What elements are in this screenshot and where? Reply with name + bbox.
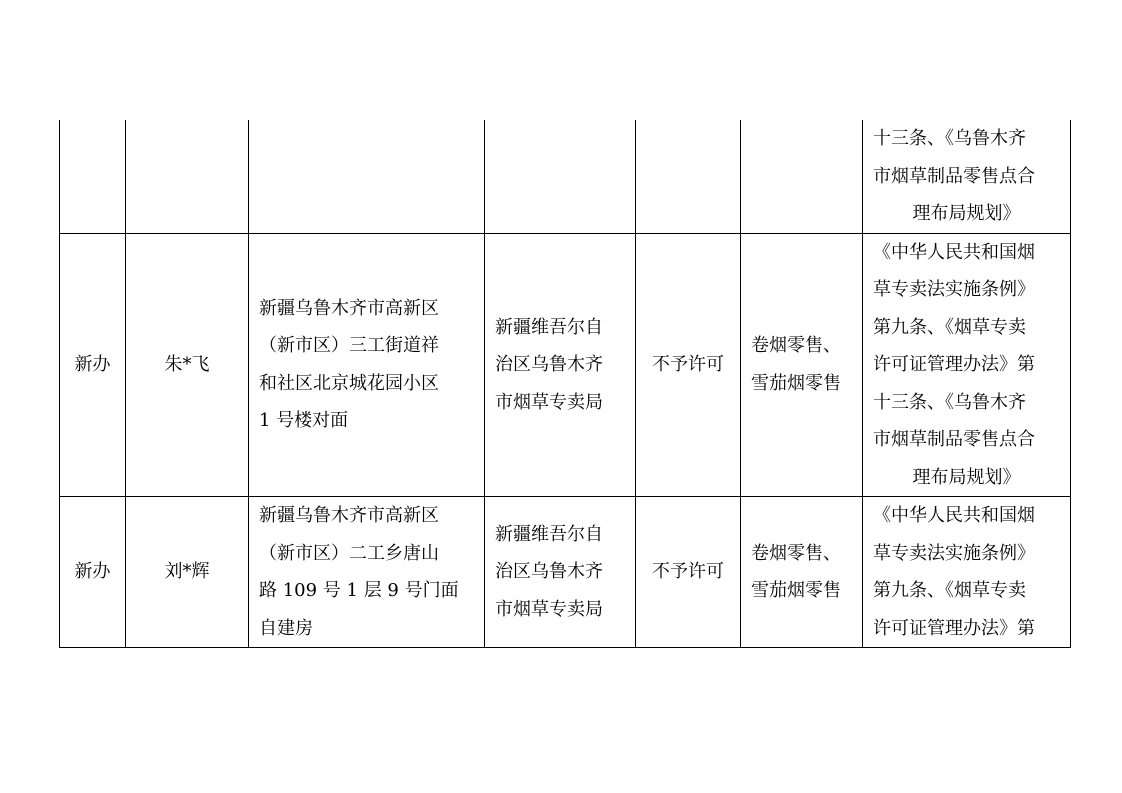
scope-line: 卷烟零售、 [751, 335, 841, 357]
scope-line: 雪茄烟零售 [751, 580, 841, 601]
authority-line: 新疆维吾尔自 [495, 316, 603, 338]
basis-line: 十三条、《乌鲁木齐 [873, 128, 1026, 149]
address-line: （新市区）二工乡唐山 [259, 542, 439, 564]
basis-line: 市烟草制品零售点合 [873, 165, 1035, 187]
cell-scope [741, 497, 863, 648]
address-line: 1 号楼对面 [259, 410, 349, 432]
basis-line: 草专卖法实施条例》 [873, 279, 1035, 300]
address-line: 路 109 号 1 层 9 号门面 [259, 580, 459, 601]
cell-type: 新办 [60, 233, 126, 497]
cell-type [60, 120, 126, 233]
basis-line: 第九条、《烟草专卖 [873, 316, 1026, 338]
table-row [60, 233, 1071, 497]
address-line: 新疆乌鲁木齐市高新区 [259, 505, 439, 526]
basis-line: 十三条、《乌鲁木齐 [873, 391, 1026, 413]
basis-line: 《中华人民共和国烟 [873, 505, 1035, 526]
cell-result: 不予许可 [636, 497, 741, 648]
cell-basis [863, 497, 1071, 648]
basis-line: 理布局规划》 [912, 466, 1021, 488]
cell-type: 新办 [60, 497, 126, 648]
address-line: 自建房 [259, 617, 313, 639]
cell-name [126, 120, 249, 233]
authority-line: 市烟草专卖局 [495, 391, 603, 413]
table-row [60, 497, 1071, 648]
cell-authority [485, 120, 636, 233]
cell-authority [485, 233, 636, 497]
address-line: 和社区北京城花园小区 [259, 372, 439, 394]
cell-basis [863, 233, 1071, 497]
basis-line: 理布局规划》 [912, 203, 1021, 224]
basis-line: 第九条、《烟草专卖 [873, 580, 1026, 601]
basis-line: 许可证管理办法》第 [873, 617, 1035, 639]
cell-scope [741, 120, 863, 233]
scope-line: 雪茄烟零售 [751, 372, 841, 394]
address-line: 新疆乌鲁木齐市高新区 [259, 297, 439, 319]
table-row [60, 120, 1071, 233]
cell-address [249, 233, 485, 497]
cell-result: 不予许可 [636, 233, 741, 497]
cell-name: 刘*辉 [126, 497, 249, 648]
authority-line: 治区乌鲁木齐 [495, 561, 603, 583]
address-line: （新市区）三工街道祥 [259, 335, 439, 357]
records-table [59, 120, 1071, 648]
cell-scope [741, 233, 863, 497]
cell-result [636, 120, 741, 233]
cell-address [249, 120, 485, 233]
cell-name: 朱*飞 [126, 233, 249, 497]
scope-line: 卷烟零售、 [751, 542, 841, 564]
basis-line: 《中华人民共和国烟 [873, 241, 1035, 263]
authority-line: 市烟草专卖局 [495, 598, 603, 620]
authority-line: 治区乌鲁木齐 [495, 354, 603, 375]
cell-basis [863, 120, 1071, 233]
basis-line: 市烟草制品零售点合 [873, 429, 1035, 450]
cell-address [249, 497, 485, 648]
basis-line: 草专卖法实施条例》 [873, 542, 1035, 564]
cell-authority [485, 497, 636, 648]
basis-line: 许可证管理办法》第 [873, 354, 1035, 375]
authority-line: 新疆维吾尔自 [495, 523, 603, 545]
